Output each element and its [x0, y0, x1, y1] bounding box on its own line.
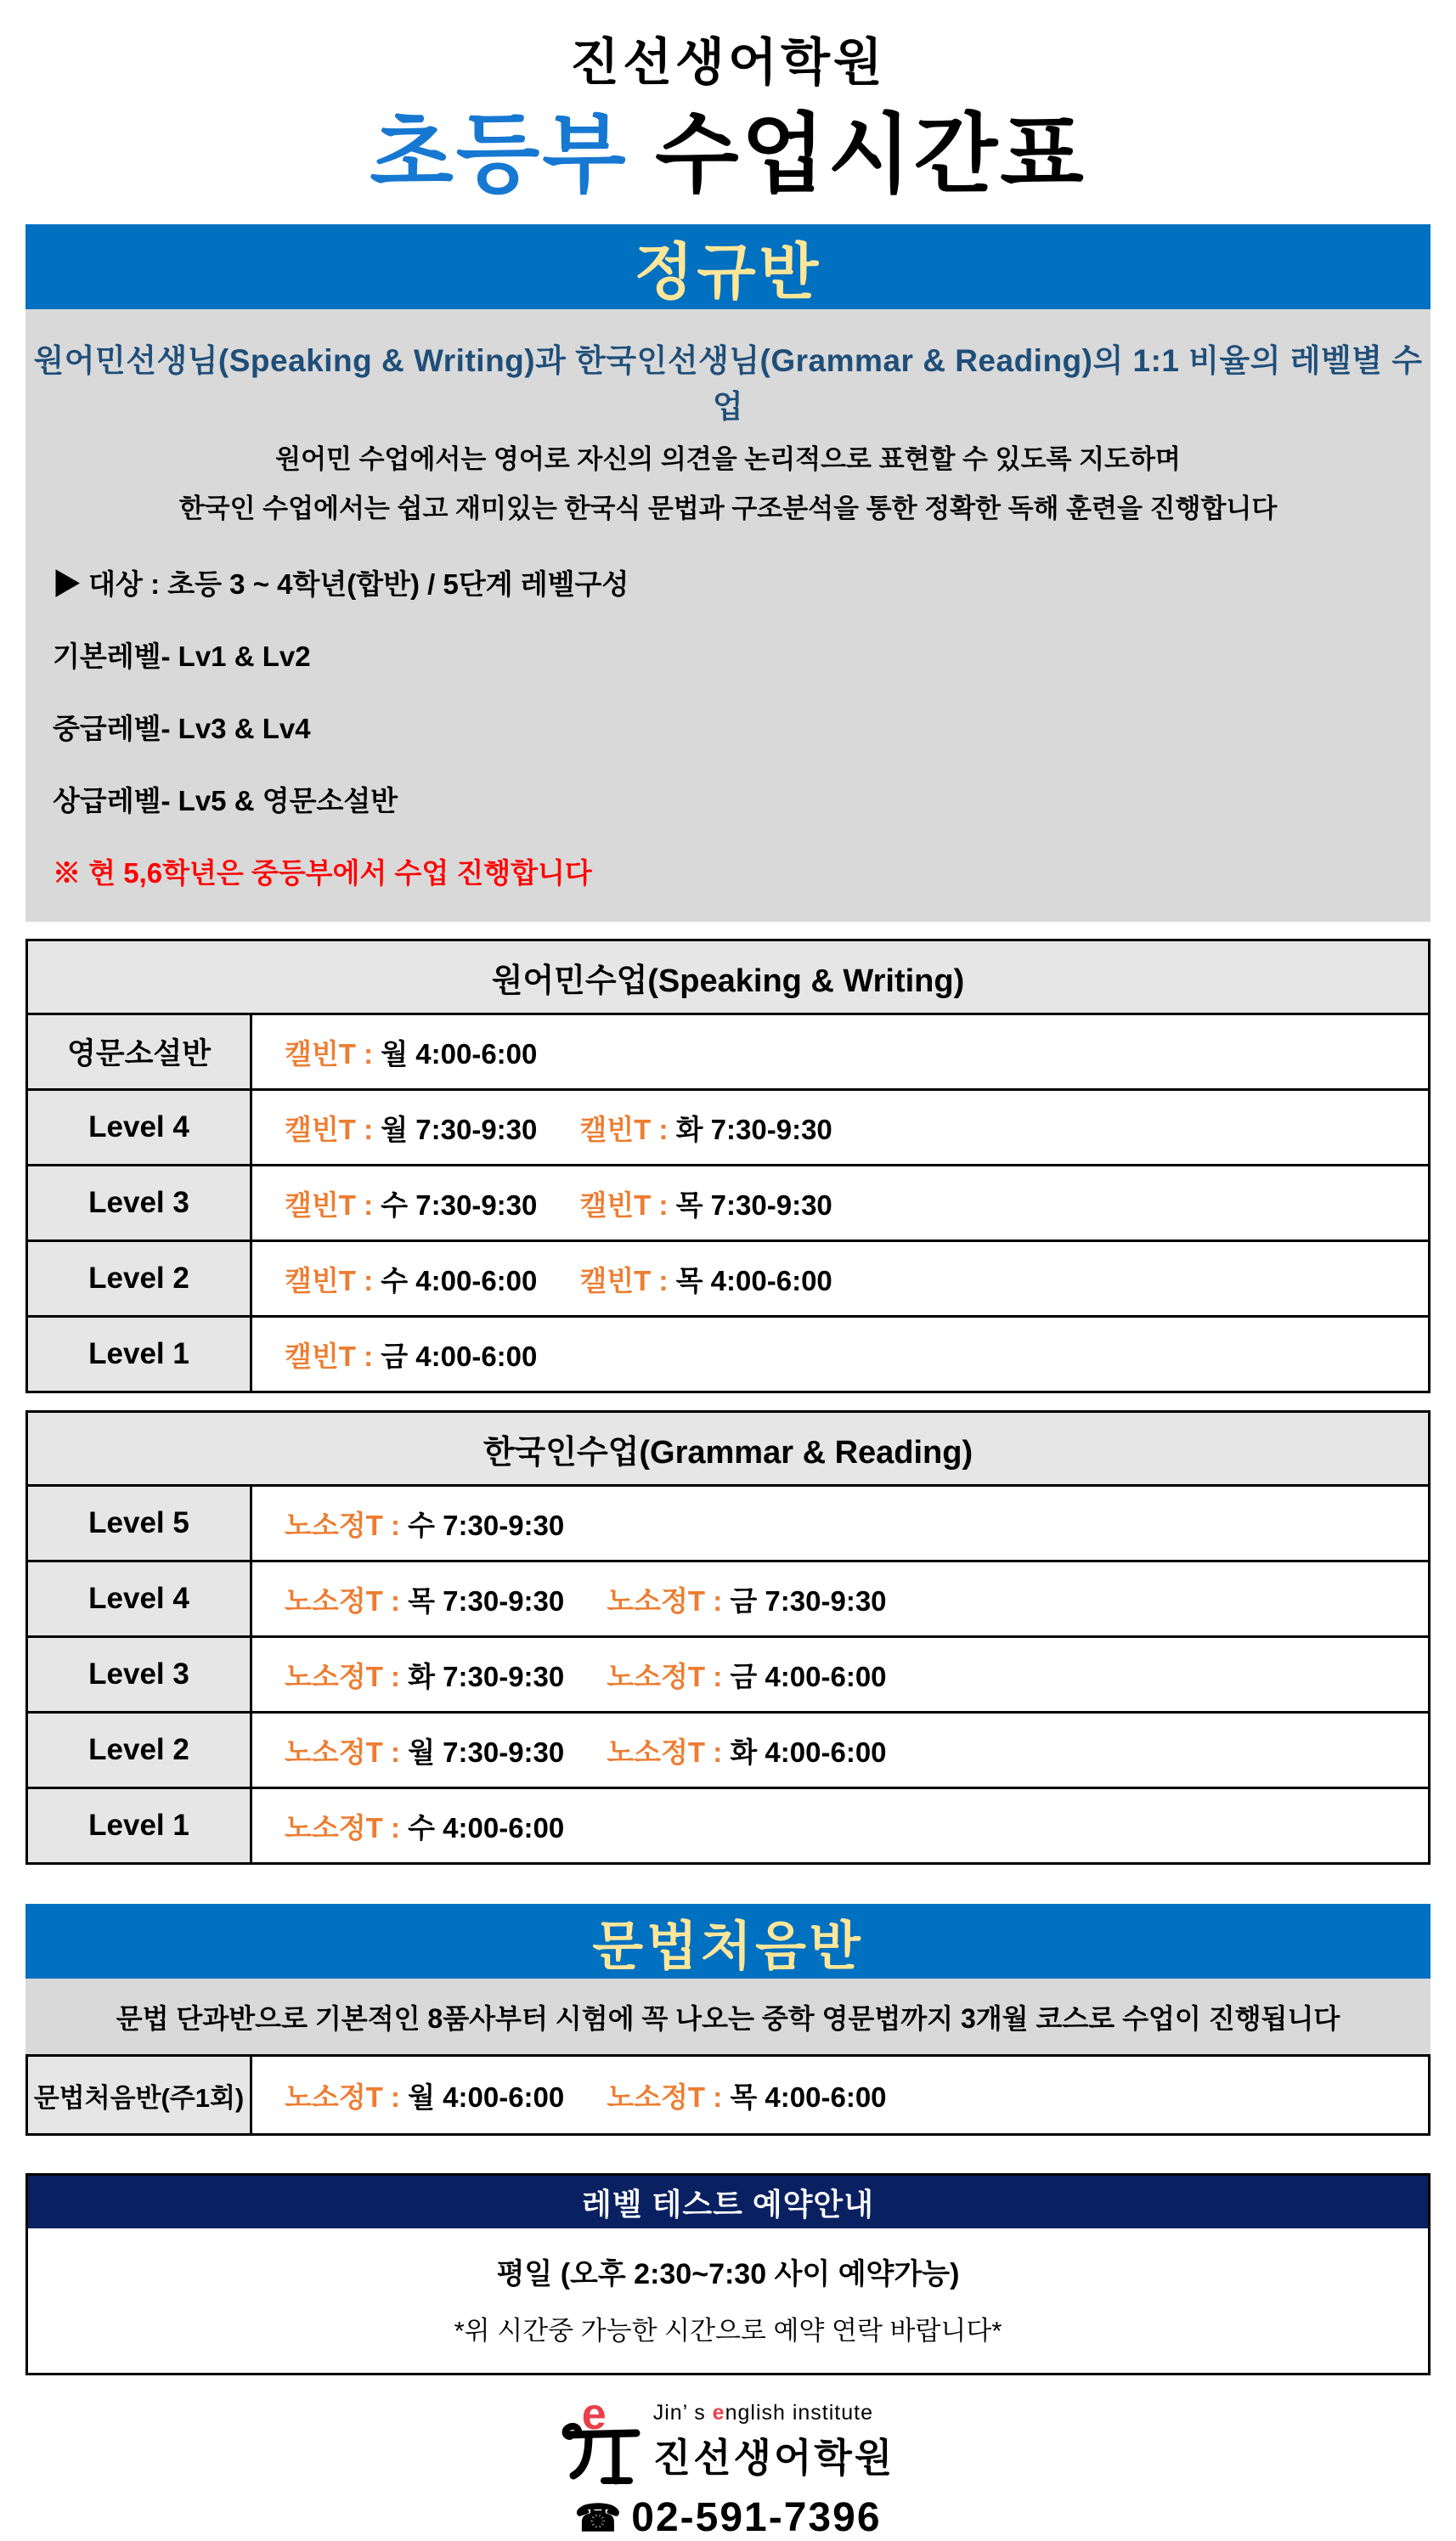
- level-test-hours: 평일 (오후 2:30~7:30 사이 예약가능): [496, 2258, 960, 2291]
- schedule-slot: [579, 1183, 832, 1223]
- schedule-slot: [285, 1335, 537, 1375]
- teacher-name: 캘빈T :: [285, 1340, 381, 1372]
- table-row: [28, 1239, 1428, 1315]
- logo-korean-name: 진선생어학원: [652, 2435, 895, 2480]
- class-level-label: Level 3: [28, 1638, 252, 1711]
- grade-notice: ※ 현 5,6학년은 중등부에서 수업 진행합니다: [53, 857, 592, 889]
- table-row: [28, 1164, 1428, 1239]
- logo-english-prefix: Jin’ s: [652, 2400, 713, 2425]
- schedule-slot: [285, 1259, 537, 1299]
- level-test-box: [25, 2173, 1431, 2375]
- schedule-slot: [607, 1655, 886, 1695]
- schedule-slot: [285, 1731, 564, 1770]
- schedule-slot: [285, 1655, 564, 1695]
- phone-number: 02-591-7396: [631, 2495, 882, 2541]
- class-time: 월 7:30-9:30: [408, 1736, 565, 1768]
- class-level-label: 문법처음반(주1회): [28, 2057, 252, 2133]
- logo-texts: [653, 2401, 895, 2483]
- schedule-slots: [252, 1638, 1428, 1711]
- table-row: [28, 1787, 1428, 1862]
- class-time: 목 7:30-9:30: [675, 1189, 832, 1221]
- grammar-class-description: 문법 단과반으로 기본적인 8품사부터 시험에 꼭 나오는 중학 영문법까지 3개월 코스로 수업이 진행됩니다: [25, 1979, 1431, 2054]
- teacher-name: 캘빈T :: [285, 1189, 381, 1221]
- teacher-name: 캘빈T :: [285, 1037, 381, 1070]
- korean-class-table: [25, 1410, 1431, 1865]
- grammar-table-body: [28, 2057, 1428, 2133]
- schedule-slots: [252, 1318, 1428, 1391]
- class-time: 수 7:30-9:30: [408, 1509, 565, 1541]
- class-level-label: 영문소설반: [28, 1015, 252, 1088]
- level-test-note: *위 시간중 가능한 시간으로 예약 연락 바랍니다*: [454, 2316, 1002, 2346]
- teacher-name: 노소정T :: [285, 1584, 409, 1617]
- phone-line: [25, 2494, 1431, 2541]
- level-line-intermediate: 중급레벨- Lv3 & Lv4: [53, 713, 311, 745]
- schedule-slot: [285, 1806, 564, 1846]
- level-line-basic: 기본레벨- Lv1 & Lv2: [53, 641, 311, 673]
- teacher-name: 노소정T :: [285, 1509, 409, 1541]
- table-row: [28, 1315, 1428, 1391]
- table-row: [28, 1711, 1428, 1787]
- teacher-name: 캘빈T :: [285, 1113, 381, 1145]
- logo-english-red-e: e: [712, 2400, 725, 2425]
- schedule-slots: [252, 1487, 1428, 1560]
- schedule-slot: [607, 1579, 886, 1619]
- schedule-slots: [252, 1015, 1428, 1088]
- regular-class-banner: 정규반: [25, 224, 1431, 309]
- class-time: 화 7:30-9:30: [408, 1660, 565, 1692]
- intro-line-1: 원어민 수업에서는 영어로 자신의 의견을 논리적으로 표현할 수 있도록 지도하며: [275, 444, 1181, 475]
- institute-title: 진선생어학원: [570, 34, 886, 91]
- class-level-label: Level 1: [28, 1789, 252, 1862]
- schedule-slot: [285, 2075, 564, 2115]
- table-row: [28, 1560, 1428, 1635]
- table-row: [28, 1484, 1428, 1560]
- logo-ji-icon: [562, 2423, 643, 2486]
- schedule-slots: [252, 1242, 1428, 1315]
- schedule-slots: [252, 1091, 1428, 1164]
- native-class-table: [25, 939, 1431, 1393]
- page-title-rest: 수업시간표: [628, 106, 1086, 203]
- level-test-body: [28, 2228, 1428, 2373]
- schedule-slot: [579, 1259, 832, 1299]
- page-title: [25, 107, 1431, 202]
- teacher-name: 노소정T :: [285, 2081, 409, 2113]
- schedule-slot: [285, 1579, 564, 1619]
- target-line: ▶ 대상 : 초등 3 ~ 4학년(합반) / 5단계 레벨구성: [53, 568, 629, 601]
- logo-english-suffix: nglish institute: [725, 2400, 874, 2425]
- table-row: [28, 1635, 1428, 1711]
- class-time: 화 4:00-6:00: [730, 1736, 887, 1768]
- class-time: 목 4:00-6:00: [675, 1264, 832, 1296]
- schedule-slot: [285, 1504, 564, 1544]
- class-time: 수 4:00-6:00: [408, 1811, 565, 1844]
- class-level-label: Level 5: [28, 1487, 252, 1560]
- native-table-title: 원어민수업(Speaking & Writing): [28, 941, 1428, 1013]
- class-time: 목 7:30-9:30: [408, 1584, 565, 1617]
- korean-table-body: [28, 1484, 1428, 1862]
- regular-class-intro: [25, 309, 1431, 922]
- institute-logo: [25, 2390, 1431, 2486]
- teacher-name: 노소정T :: [607, 2081, 731, 2113]
- class-time: 월 4:00-6:00: [381, 1037, 538, 1070]
- teacher-name: 노소정T :: [285, 1811, 409, 1844]
- teacher-name: 캘빈T :: [579, 1264, 676, 1296]
- class-time: 월 7:30-9:30: [381, 1113, 538, 1145]
- page-title-highlight: 초등부: [370, 106, 629, 203]
- schedule-slot: [285, 1183, 537, 1223]
- grammar-class-banner: 문법처음반: [25, 1904, 1431, 1979]
- telephone-icon: ☎: [574, 2498, 624, 2540]
- class-time: 화 7:30-9:30: [675, 1113, 832, 1145]
- logo-e-icon: e: [581, 2390, 607, 2440]
- teacher-name: 노소정T :: [607, 1736, 731, 1768]
- schedule-slot: [285, 1032, 537, 1072]
- schedule-slots: [252, 2057, 1428, 2133]
- table-row: [28, 1088, 1428, 1164]
- class-time: 수 7:30-9:30: [381, 1189, 538, 1221]
- teacher-name: 노소정T :: [285, 1736, 409, 1768]
- footer: [25, 2390, 1431, 2541]
- class-level-label: Level 2: [28, 1714, 252, 1787]
- schedule-slots: [252, 1166, 1428, 1239]
- teacher-name: 캘빈T :: [579, 1189, 676, 1221]
- schedule-slot: [607, 1731, 886, 1770]
- schedule-slots: [252, 1714, 1428, 1787]
- schedule-slots: [252, 1789, 1428, 1862]
- class-time: 수 4:00-6:00: [381, 1264, 538, 1296]
- teacher-name: 노소정T :: [607, 1584, 731, 1617]
- intro-line-2: 한국인 수업에서는 쉽고 재미있는 한국식 문법과 구조분석을 통한 정확한 독해 훈련을 진행합니다: [178, 494, 1278, 524]
- class-time: 월 4:00-6:00: [408, 2081, 565, 2113]
- schedule-slot: [579, 1108, 832, 1148]
- level-line-advanced: 상급레벨- Lv5 & 영문소설반: [53, 785, 398, 817]
- class-time: 목 4:00-6:00: [730, 2081, 887, 2113]
- schedule-slots: [252, 1562, 1428, 1635]
- class-level-label: Level 4: [28, 1562, 252, 1635]
- class-time: 금 4:00-6:00: [381, 1340, 538, 1372]
- class-level-label: Level 2: [28, 1242, 252, 1315]
- teacher-name: 노소정T :: [285, 1660, 409, 1692]
- grammar-class-table: [25, 2054, 1431, 2136]
- teacher-name: 노소정T :: [607, 1660, 731, 1692]
- level-test-title: 레벨 테스트 예약안내: [28, 2176, 1428, 2228]
- class-level-label: Level 3: [28, 1166, 252, 1239]
- logo-english-name: [653, 2401, 895, 2425]
- schedule-slot: [285, 1108, 537, 1148]
- table-row: [28, 2057, 1428, 2133]
- intro-highlight-line: 원어민선생님(Speaking & Writing)과 한국인선생님(Grammar & Reading)의 1:1 비율의 레벨별 수업: [33, 343, 1423, 425]
- teacher-name: 캘빈T :: [579, 1113, 676, 1145]
- table-row: [28, 1013, 1428, 1088]
- class-time: 금 4:00-6:00: [730, 1660, 887, 1692]
- schedule-slot: [607, 2075, 886, 2115]
- class-level-label: Level 1: [28, 1318, 252, 1391]
- native-table-body: [28, 1013, 1428, 1391]
- class-level-label: Level 4: [28, 1091, 252, 1164]
- logo-mark-icon: [562, 2390, 643, 2486]
- class-time: 금 7:30-9:30: [730, 1584, 887, 1617]
- korean-table-title: 한국인수업(Grammar & Reading): [28, 1413, 1428, 1484]
- teacher-name: 캘빈T :: [285, 1264, 381, 1296]
